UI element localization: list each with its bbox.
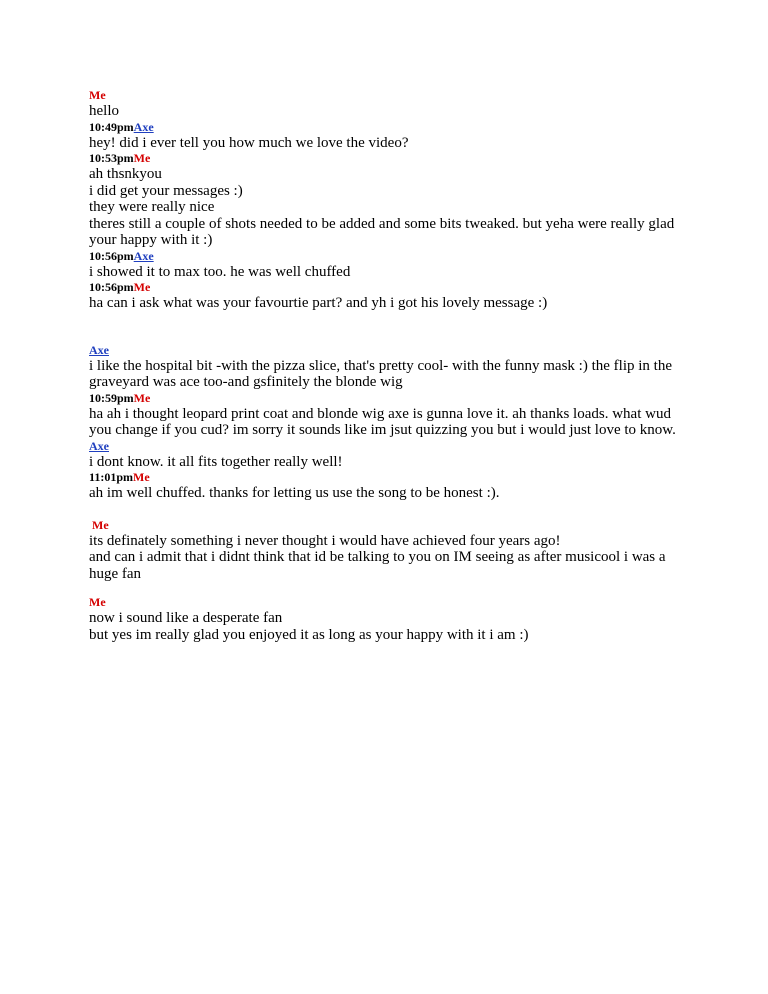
sender-name: Me (133, 470, 150, 484)
message-header (89, 595, 689, 610)
message-header (89, 249, 689, 264)
sender-name[interactable]: Axe (133, 119, 154, 134)
sender-name: Me (89, 88, 106, 102)
message-header (89, 280, 689, 295)
message-line: i did get your messages :) (89, 182, 243, 199)
message-line: i dont know. it all fits together really well! (89, 453, 343, 470)
message-line: i showed it to max too. he was well chuffed (89, 263, 351, 280)
sender-name: Me (89, 595, 106, 609)
message-line: and can i admit that i didnt think that id be talking to you on IM seeing as after musicool i was a huge fan (89, 549, 666, 582)
message-line: its definately something i never thought i would have achieved four years ago! (89, 532, 561, 549)
sender-name[interactable]: Axe (89, 438, 109, 453)
message-header (89, 439, 689, 454)
message-line: i like the hospital bit -with the pizza slice, that's pretty cool- with the funny mask :) the flip in the graveyard was ace too-and gsfinitely the blonde wig (89, 357, 672, 390)
message-header (89, 88, 689, 103)
message-header (89, 470, 689, 485)
message-line: ha ah i thought leopard print coat and blonde wig axe is gunna love it. ah thanks loads. what wud you change if you cud? im sorry it sounds like im jsut quizzing you but i would just love to know. (89, 405, 676, 438)
message-line: but yes im really glad you enjoyed it as long as your happy with it i am :) (89, 626, 529, 643)
message-line: now i sound like a desperate fan (89, 610, 283, 626)
message-header (89, 151, 689, 166)
message-line: theres still a couple of shots needed to be added and some bits tweaked. but yeha were really glad your happy with it :) (89, 215, 675, 248)
message-line: they were really nice (89, 199, 215, 215)
spacer (89, 502, 689, 518)
chat-transcript (89, 88, 689, 643)
timestamp: 10:56pm (89, 248, 134, 263)
message-header (89, 120, 689, 135)
spacer (89, 312, 689, 343)
message-header (89, 343, 689, 358)
message-line: hey! did i ever tell you how much we love the video? (89, 134, 409, 151)
message-header (89, 518, 689, 533)
sender-name: Me (133, 151, 151, 165)
message-line: ah im well chuffed. thanks for letting us use the song to be honest :). (89, 485, 500, 501)
timestamp: 10:49pm (89, 119, 134, 134)
message-line: ah thsnkyou (89, 166, 162, 182)
timestamp: 10:56pm (89, 280, 134, 294)
timestamp: 10:59pm (89, 390, 134, 405)
message-line: hello (89, 103, 119, 119)
timestamp: 10:53pm (89, 151, 134, 165)
sender-name: Me (133, 390, 151, 405)
message-line: ha can i ask what was your favourtie part? and yh i got his lovely message :) (89, 295, 548, 311)
sender-name: Me (133, 280, 151, 294)
sender-name[interactable]: Axe (89, 342, 109, 357)
timestamp: 11:01pm (89, 470, 134, 484)
spacer (89, 582, 689, 595)
sender-name[interactable]: Axe (133, 248, 154, 263)
sender-name: Me (89, 517, 109, 532)
message-header (89, 391, 689, 406)
